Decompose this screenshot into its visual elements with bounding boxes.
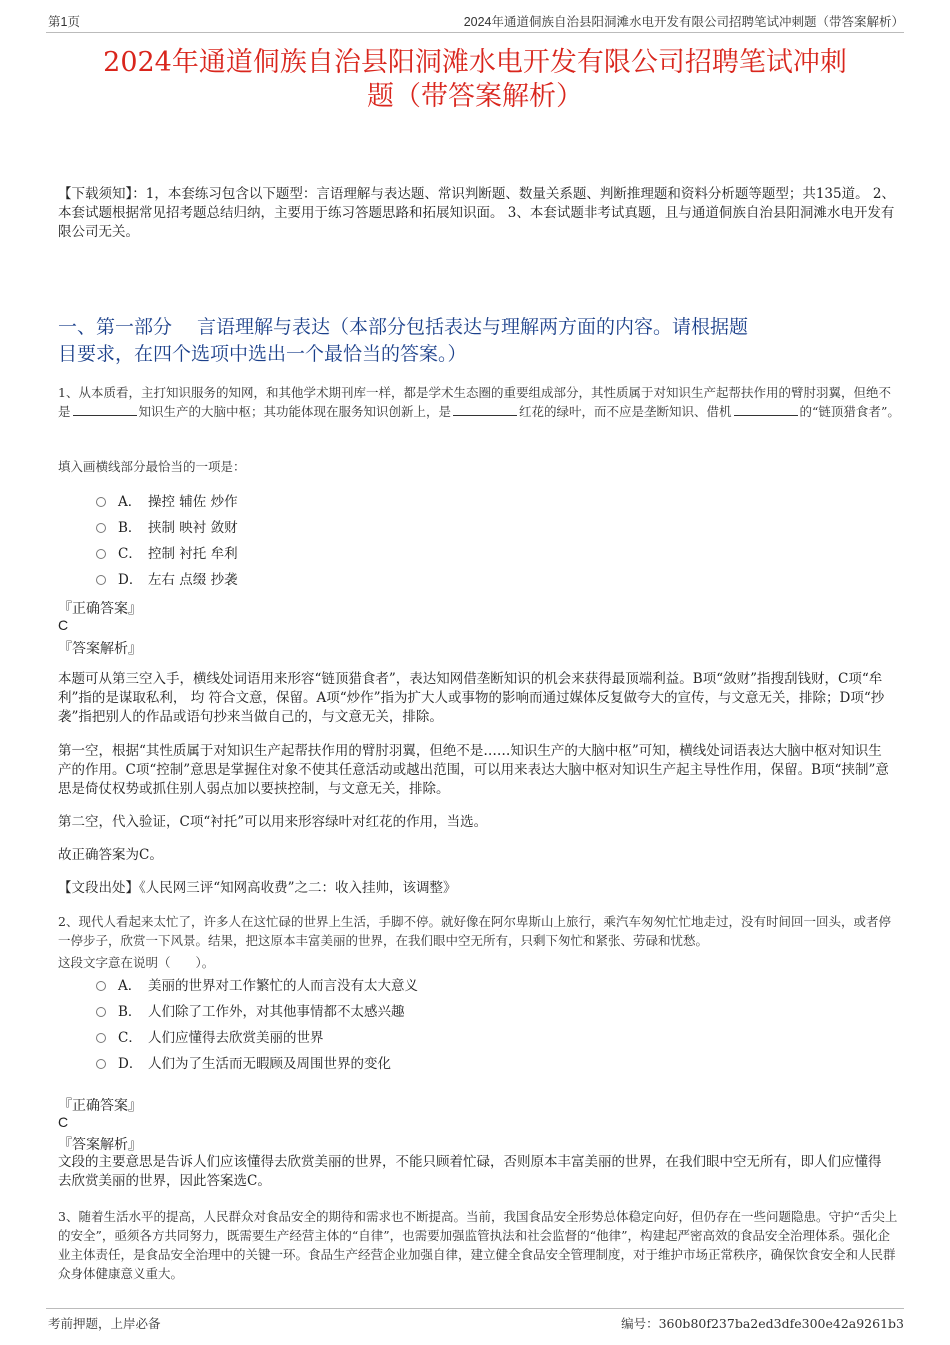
question-2-prompt: 这段文字意在说明（ ）。 [58, 955, 215, 970]
q1-blank-3 [734, 403, 798, 416]
q1-blank-2 [453, 403, 517, 416]
question-1-answer-label: 『正确答案』 [58, 601, 142, 617]
page-title [40, 46, 910, 114]
section-heading [58, 314, 900, 368]
radio-icon[interactable] [96, 497, 106, 507]
q1-text-a: 1、从本质看，主打知识服务的知网，和其他学术期刊库一样，都是学术生态圈的重要组成部分，其性质属于对知识生产起帮扶作用的臂肘羽翼，但绝不是 [58, 385, 891, 419]
question-2-analysis: 文段的主要意思是告诉人们应该懂得去欣赏美丽的世界，不能只顾着忙碌，否则原本丰富美丽的世界，在我们眼中空无所有，即人们应懂得去欣赏美丽的世界，因此答案选C。 [58, 1154, 882, 1189]
question-2-option-c[interactable] [96, 1026, 324, 1046]
option-text: 控制 衬托 牟利 [148, 546, 238, 562]
option-letter: D． [118, 572, 143, 588]
question-2-answer: C [58, 1114, 69, 1130]
option-letter: D． [118, 1056, 143, 1072]
question-2-answer-label: 『正确答案』 [58, 1098, 142, 1114]
page-title-line2: 题（带答案解析） [367, 81, 583, 112]
question-1-prompt: 填入画横线部分最恰当的一项是： [58, 459, 246, 474]
radio-icon[interactable] [96, 1007, 106, 1017]
radio-icon[interactable] [96, 1059, 106, 1069]
question-2-analysis-label: 『答案解析』 [58, 1137, 142, 1153]
footer-slogan: 考前押题，上岸必备 [48, 1316, 161, 1331]
q1-text-d: 的“链顶猎食者”。 [799, 404, 900, 419]
question-1-option-c[interactable] [96, 542, 238, 562]
question-1-option-b[interactable] [96, 516, 238, 536]
q1-text-c: 红花的绿叶，而不应是垄断知识、借机 [519, 404, 732, 419]
radio-icon[interactable] [96, 523, 106, 533]
radio-icon[interactable] [96, 575, 106, 585]
q1-blank-1 [73, 403, 137, 416]
question-2-option-d[interactable] [96, 1052, 391, 1072]
question-1-analysis-p3: 第二空，代入验证，C项“衬托”可以用来形容绿叶对红花的作用，当选。 [58, 814, 488, 830]
option-letter: A． [118, 978, 142, 994]
document-id: 编号：360b80f237ba2ed3dfe300e42a9261b3 [621, 1316, 904, 1331]
question-1-answer: C [58, 617, 69, 633]
option-text: 操控 辅佐 炒作 [148, 494, 238, 510]
radio-icon[interactable] [96, 549, 106, 559]
option-letter: B． [118, 520, 142, 536]
radio-icon[interactable] [96, 1033, 106, 1043]
question-2-text: 2、现代人看起来太忙了，许多人在这忙碌的世界上生活，手脚不停。就好像在阿尔卑斯山上旅行，乘汽车匆匆忙忙地走过，没有时间回一回头，或者停一停步子，欣赏一下风景。结果，把这原本丰富美丽的世界，在我们眼中空无所有，只剩下匆忙和紧张、劳碌和忧愁。 [58, 914, 891, 948]
question-1-option-d[interactable] [96, 568, 238, 588]
footer-rule [46, 1308, 904, 1309]
question-1-analysis-label: 『答案解析』 [58, 641, 142, 657]
option-letter: A． [118, 494, 142, 510]
download-notice: 【下载须知】：1，本套练习包含以下题型：言语理解与表达题、常识判断题、数量关系题、判断推理题和资料分析题等题型；共135道。 2、本套试题根据常见招考题总结归纳，主要用于练习答题思路和拓展知识面。 3、本套试题非考试真题，且与通道侗族自治县阳洞滩水电开发有限公司无关。 [58, 186, 895, 240]
question-1-option-a[interactable] [96, 490, 238, 510]
question-2-option-a[interactable] [96, 974, 418, 994]
option-text: 左右 点缀 抄袭 [148, 572, 238, 588]
option-text: 人们除了工作外，对其他事情都不太感兴趣 [148, 1004, 405, 1020]
page-number: 第1页 [48, 15, 80, 29]
option-text: 人们应懂得去欣赏美丽的世界 [148, 1030, 324, 1046]
section-heading-line2: 目要求，在四个选项中选出一个最恰当的答案。） [58, 343, 467, 365]
question-1-analysis-p2: 第一空，根据“其性质属于对知识生产起帮扶作用的臂肘羽翼，但绝不是……知识生产的大脑中枢”可知，横线处词语表达大脑中枢对知识生产的作用。C项“控制”意思是掌握住对象不使其任意活动或越出范围，可以用来表达大脑中枢对知识生产起主导性作用，保留。B项“挟制”意思是倚仗权势或抓住别人弱点加以要挟控制，与文意无关，排除。 [58, 743, 889, 797]
option-text: 美丽的世界对工作繁忙的人而言没有太大意义 [148, 978, 418, 994]
question-1-text [58, 383, 900, 421]
question-1-analysis-p4: 故正确答案为C。 [58, 847, 163, 863]
q1-text-b: 知识生产的大脑中枢；其功能体现在服务知识创新上，是 [138, 404, 452, 419]
question-2-option-b[interactable] [96, 1000, 405, 1020]
section-heading-line1: 一、第一部分 言语理解与表达（本部分包括表达与理解两方面的内容。请根据题 [58, 316, 749, 338]
question-1-analysis-p1: 本题可从第三空入手，横线处词语用来形容“链顶猎食者”，表达知网借垄断知识的机会来获得最顶端利益。B项“敛财”指搜刮钱财，C项“牟利”指的是谋取私利， 均 符合文意，保留。A项“炒作”指为扩大人或事物的影响而通过媒体反复做夸大的宣传，与文意无关，排除；D项“抄袭”指把别人的作品或语句抄来当做自己的，与文意无关，排除。 [58, 671, 885, 725]
option-letter: C． [118, 546, 142, 562]
page-title-line1: 2024年通道侗族自治县阳洞滩水电开发有限公司招聘笔试冲刺 [103, 47, 847, 78]
header-rule [46, 32, 904, 33]
question-1-source: 【文段出处】《人民网三评“知网高收费”之二：收入挂帅，该调整》 [58, 880, 457, 896]
option-text: 人们为了生活而无暇顾及周围世界的变化 [148, 1056, 391, 1072]
header-doc-title: 2024年通道侗族自治县阳洞滩水电开发有限公司招聘笔试冲刺题（带答案解析） [463, 15, 904, 29]
option-text: 挟制 映衬 敛财 [148, 520, 238, 536]
option-letter: C． [118, 1030, 142, 1046]
radio-icon[interactable] [96, 981, 106, 991]
question-3-text: 3、随着生活水平的提高，人民群众对食品安全的期待和需求也不断提高。当前，我国食品安全形势总体稳定向好，但仍存在一些问题隐患。守护“舌尖上的安全”，亟须各方共同努力，既需要生产经营主体的“自律”，也需要加强监管执法和社会监督的“他律”，构建起严密高效的食品安全治理体系。强化企业主体责任，是食品安全治理中的关键一环。食品生产经营企业加强自律，建立健全食品安全管理制度，对于维护市场正常秩序，确保饮食安全和人民群众身体健康意义重大。 [58, 1209, 898, 1281]
option-letter: B． [118, 1004, 142, 1020]
